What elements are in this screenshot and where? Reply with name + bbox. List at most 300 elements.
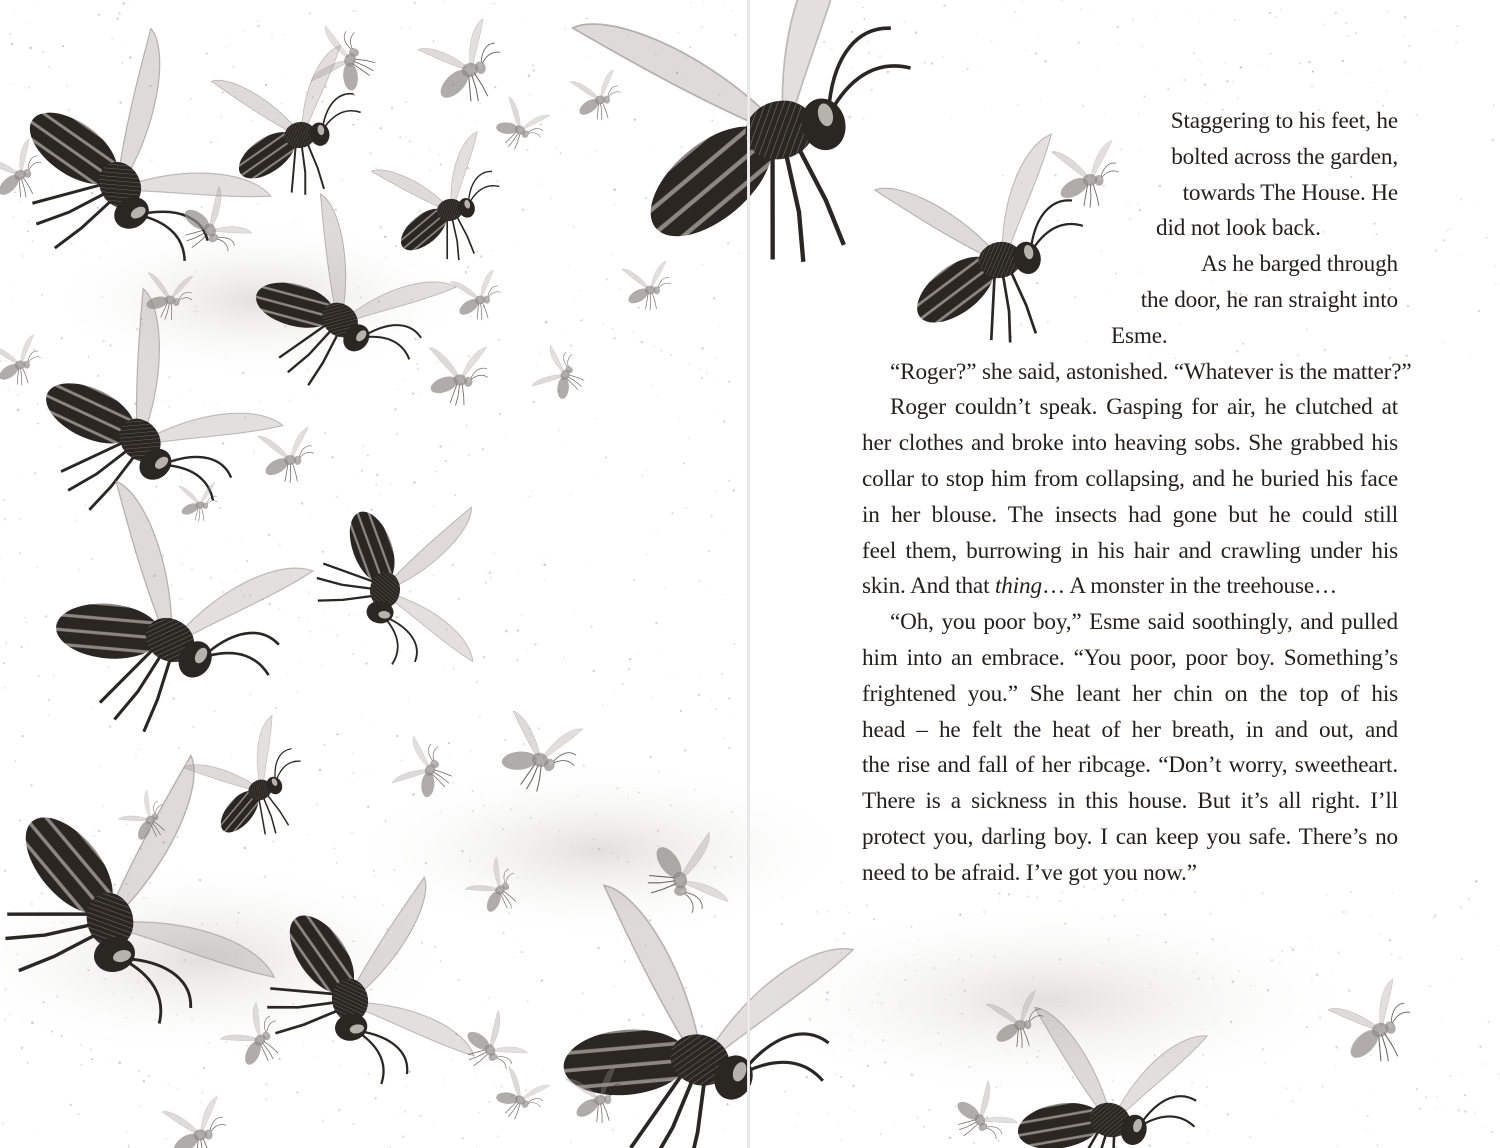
wasp <box>178 483 217 522</box>
speckle-dot <box>48 699 50 701</box>
speckle-dot <box>646 470 647 471</box>
speckle-dot <box>123 2 125 4</box>
speckle-dot <box>189 390 190 391</box>
speckle-dot <box>352 124 354 126</box>
wasp-leg <box>599 1103 604 1123</box>
text-line: “Oh, you poor boy,” Esme said soothingly, and pulled <box>890 609 1398 636</box>
speckle-dot <box>476 1078 477 1079</box>
speckle-dot <box>216 141 217 142</box>
speckle-dot <box>401 760 403 762</box>
speckle-dot <box>401 28 402 29</box>
speckle-dot <box>991 40 993 42</box>
wasp-wing <box>982 1105 1018 1137</box>
speckle-dot <box>871 89 873 91</box>
speckle-dot <box>724 737 726 739</box>
speckle-dot <box>244 847 246 849</box>
speckle-dot <box>1454 976 1455 977</box>
speckle-dot <box>915 31 917 33</box>
speckle-dot <box>75 520 77 522</box>
speckle-dot <box>879 55 882 58</box>
speckle-dot <box>545 321 548 324</box>
speckle-dot <box>1025 50 1026 51</box>
wasp-antenna <box>267 748 300 777</box>
speckle-dot <box>42 51 44 53</box>
speckle-dot <box>523 743 525 745</box>
wasp-antenna <box>430 746 441 761</box>
wasp-leg <box>199 507 200 521</box>
speckle-dot <box>352 752 354 754</box>
speckle-dot <box>279 544 280 545</box>
speckle-dot <box>1416 114 1418 116</box>
wasp-antenna <box>298 446 312 457</box>
speckle-dot <box>201 1092 203 1094</box>
text-line: need to be afraid. I’ve got you now.” <box>862 859 1197 886</box>
speckle-dot <box>729 713 730 714</box>
speckle-dot <box>527 1000 528 1001</box>
speckle-dot <box>402 1136 404 1138</box>
speckle-dot <box>265 1099 266 1100</box>
speckle-dot <box>701 675 702 676</box>
speckle-dot <box>1488 1021 1490 1023</box>
speckle-dot <box>423 531 424 532</box>
speckle-dot <box>60 446 61 447</box>
speckle-dot <box>1036 897 1037 898</box>
speckle-dot <box>399 651 400 652</box>
wasp-leg <box>19 368 24 386</box>
speckle-dot <box>28 220 30 222</box>
speckle-dot <box>719 377 720 378</box>
wasp-antenna <box>1144 1109 1195 1136</box>
speckle-dot <box>269 603 271 605</box>
speckle-dot <box>1299 63 1301 65</box>
wasp-antenna <box>987 1122 1002 1139</box>
speckle-dot <box>1297 66 1298 67</box>
speckle-dot <box>454 494 456 496</box>
wasp-antenna <box>471 374 488 380</box>
speckle-dot <box>45 615 47 617</box>
speckle-dot <box>698 694 700 696</box>
speckle-dot <box>997 1140 999 1142</box>
speckle-dot <box>1198 23 1199 24</box>
speckle-dot <box>654 345 656 347</box>
speckle-dot <box>352 772 354 774</box>
speckle-dot <box>1235 19 1237 21</box>
speckle-dot <box>976 33 977 34</box>
speckle-dot <box>141 654 143 656</box>
speckle-dot <box>110 1058 111 1059</box>
speckle-dot <box>1258 64 1259 65</box>
speckle-dot <box>66 84 68 86</box>
speckle-dot <box>194 816 195 817</box>
speckle-dot <box>1310 937 1311 938</box>
page-text <box>862 104 1412 892</box>
speckle-dot <box>602 323 604 325</box>
speckle-dot <box>541 979 543 981</box>
speckle-dot <box>91 558 93 560</box>
text-line: him into an embrace. “You poor, poor boy. Something’s <box>862 644 1398 671</box>
speckle-dot <box>851 67 852 68</box>
speckle-dot <box>222 442 224 444</box>
speckle-dot <box>371 123 372 124</box>
speckle-dot <box>529 95 530 96</box>
speckle-dot <box>167 683 168 684</box>
wasp-leg <box>288 463 292 483</box>
speckle-dot <box>3 578 4 579</box>
speckle-dot <box>1420 65 1421 66</box>
speckle-dot <box>14 9 15 10</box>
speckle-dot <box>4 869 7 872</box>
text-line: bolted across the garden, <box>1171 143 1398 170</box>
speckle-dot <box>1491 1131 1493 1133</box>
speckle-dot <box>500 1066 501 1067</box>
wasp <box>0 334 45 389</box>
speckle-dot <box>738 252 740 254</box>
speckle-dot <box>419 1115 421 1117</box>
speckle-dot <box>125 1131 127 1133</box>
speckle-dot <box>1323 24 1325 26</box>
speckle-dot <box>504 739 506 741</box>
speckle-dot <box>108 666 110 668</box>
speckle-dot <box>1337 1145 1338 1146</box>
text-line: her clothes and broke into heaving sobs. She grabbed his <box>862 430 1398 457</box>
speckle-dot <box>597 947 599 949</box>
speckle-dot <box>376 474 378 476</box>
speckle-dot <box>521 615 522 616</box>
speckle-dot <box>1080 8 1081 9</box>
speckle-dot <box>1211 10 1212 11</box>
speckle-dot <box>1439 1057 1440 1058</box>
speckle-dot <box>26 622 27 623</box>
speckle-dot <box>1206 1105 1208 1107</box>
speckle-dot <box>396 616 399 619</box>
speckle-dot <box>1232 81 1233 82</box>
speckle-dot <box>725 594 726 595</box>
speckle-dot <box>322 101 324 103</box>
speckle-dot <box>443 1079 444 1080</box>
speckle-dot <box>595 151 596 152</box>
speckle-dot <box>369 152 371 154</box>
wasp-antenna <box>26 351 39 362</box>
speckle-dot <box>129 56 132 59</box>
text-run: skin. And that <box>862 573 996 600</box>
speckle-dot <box>88 356 90 358</box>
speckle-dot <box>1197 58 1199 60</box>
speckle-dot <box>152 813 153 814</box>
speckle-dot <box>275 707 277 709</box>
speckle-dot <box>498 338 500 340</box>
speckle-dot <box>564 29 566 31</box>
speckle-dot <box>1342 60 1344 62</box>
speckle-dot <box>91 1058 93 1060</box>
speckle-dot <box>633 579 635 581</box>
speckle-dot <box>1022 1 1023 2</box>
speckle-dot <box>77 1113 79 1115</box>
speckle-dot <box>525 1089 527 1091</box>
speckle-dot <box>48 66 49 67</box>
speckle-dot <box>1206 95 1207 96</box>
wasp-wing <box>147 367 282 498</box>
speckle-dot <box>605 457 607 459</box>
speckle-dot <box>60 817 62 819</box>
speckle-dot <box>93 835 95 837</box>
speckle-dot <box>840 1076 842 1078</box>
speckle-dot <box>658 34 659 35</box>
speckle-dot <box>499 413 501 415</box>
wasp-antenna <box>486 286 499 297</box>
speckle-dot <box>1416 1088 1418 1090</box>
speckle-dot <box>612 1129 614 1131</box>
speckle-dot <box>1387 10 1388 11</box>
speckle-dot <box>37 403 38 404</box>
speckle-dot <box>204 404 205 405</box>
speckle-dot <box>827 911 829 913</box>
speckle-dot <box>1138 55 1139 56</box>
speckle-dot <box>38 675 40 677</box>
wasp <box>621 261 673 313</box>
speckle-dot <box>612 328 613 329</box>
text-run: … A monster in the treehouse… <box>1041 573 1338 600</box>
speckle-dot <box>111 38 113 40</box>
speckle-dot <box>717 981 718 982</box>
speckle-dot <box>1285 1087 1287 1089</box>
speckle-dot <box>1486 237 1487 238</box>
speckle-dot <box>1163 1105 1165 1107</box>
speckle-dot <box>351 782 352 783</box>
speckle-dot <box>440 164 442 166</box>
speckle-dot <box>579 1008 580 1009</box>
speckle-dot <box>1335 12 1337 14</box>
speckle-dot <box>177 520 178 521</box>
speckle-dot <box>582 992 584 994</box>
speckle-dot <box>103 806 104 807</box>
paragraph <box>862 247 1398 354</box>
speckle-dot <box>575 300 576 301</box>
speckle-dot <box>222 91 224 93</box>
speckle-dot <box>404 1111 406 1113</box>
speckle-dot <box>645 197 647 199</box>
speckle-dot <box>517 629 519 631</box>
speckle-dot <box>728 747 730 749</box>
speckle-dot <box>436 362 438 364</box>
text-line: Esme. <box>1111 322 1168 349</box>
speckle-dot <box>124 42 125 43</box>
speckle-dot <box>210 141 212 143</box>
speckle-dot <box>476 681 478 683</box>
speckle-dot <box>1404 35 1406 37</box>
speckle-dot <box>197 1098 198 1099</box>
speckle-dot <box>618 941 619 942</box>
speckle-dot <box>828 1113 829 1114</box>
speckle-dot <box>327 630 328 631</box>
speckle-dot <box>1013 18 1014 19</box>
speckle-dot <box>462 1137 464 1139</box>
speckle-dot <box>532 64 535 67</box>
speckle-dot <box>268 534 270 536</box>
wasp-wing <box>178 486 199 504</box>
speckle-dot <box>352 1123 354 1125</box>
speckle-dot <box>1335 1064 1336 1065</box>
speckle-dot <box>923 61 925 63</box>
wasp-leg <box>306 139 324 191</box>
speckle-dot <box>1482 1127 1483 1128</box>
speckle-dot <box>1436 30 1437 31</box>
speckle-dot <box>109 725 111 727</box>
speckle-dot <box>711 699 712 700</box>
wasp-leg <box>460 383 466 405</box>
speckle-dot <box>156 486 158 488</box>
text-line: in her blouse. The insects had gone but he could still <box>862 501 1398 528</box>
speckle-dot <box>176 836 178 838</box>
speckle-dot <box>564 657 565 658</box>
speckle-dot <box>585 57 586 58</box>
speckle-dot <box>244 31 245 32</box>
speckle-dot <box>251 119 253 121</box>
speckle-dot <box>1208 905 1209 906</box>
speckle-dot <box>529 496 530 497</box>
speckle-dot <box>97 207 99 209</box>
speckle-dot <box>488 998 489 999</box>
speckle-dot <box>521 951 524 954</box>
speckle-dot <box>1345 22 1347 24</box>
speckle-dot <box>1183 79 1185 81</box>
speckle-dot <box>147 605 148 606</box>
wasp-wing <box>435 131 494 206</box>
speckle-dot <box>1117 26 1119 28</box>
speckle-dot <box>116 17 118 19</box>
speckle-dot <box>222 591 224 593</box>
speckle-dot <box>232 66 234 68</box>
speckle-dot <box>285 78 286 79</box>
speckle-dot <box>396 433 398 435</box>
speckle-dot <box>287 672 288 673</box>
speckle-dot <box>482 448 484 450</box>
speckle-dot <box>21 646 23 648</box>
speckle-dot <box>2 1122 4 1124</box>
speckle-dot <box>541 564 542 565</box>
speckle-dot <box>351 114 352 115</box>
speckle-dot <box>372 1098 373 1099</box>
speckle-dot <box>27 230 29 232</box>
speckle-dot <box>179 396 180 397</box>
speckle-dot <box>188 113 189 114</box>
speckle-dot <box>526 149 529 152</box>
wasp-antenna <box>28 356 41 362</box>
speckle-dot <box>280 766 282 768</box>
wasp <box>310 494 486 671</box>
speckle-dot <box>798 1112 799 1113</box>
speckle-dot <box>1495 266 1496 267</box>
speckle-dot <box>1475 880 1477 882</box>
wasp-leg <box>1384 1031 1398 1058</box>
speckle-dot <box>514 244 515 245</box>
speckle-dot <box>130 858 131 859</box>
wasp <box>528 343 593 408</box>
speckle-dot <box>868 52 870 54</box>
speckle-dot <box>1112 1099 1114 1101</box>
speckle-dot <box>683 462 685 464</box>
speckle-dot <box>1144 95 1146 97</box>
speckle-dot <box>165 1139 166 1140</box>
speckle-dot <box>97 375 99 377</box>
speckle-dot <box>91 707 93 709</box>
speckle-dot <box>1371 82 1372 83</box>
speckle-dot <box>538 644 539 645</box>
speckle-dot <box>1224 63 1225 64</box>
speckle-dot <box>848 912 849 913</box>
speckle-dot <box>369 727 370 728</box>
wasp-wing <box>457 19 498 68</box>
text-line <box>862 569 1398 605</box>
speckle-dot <box>273 841 275 843</box>
speckle-dot <box>855 1111 856 1112</box>
speckle-dot <box>565 444 566 445</box>
speckle-dot <box>862 7 863 8</box>
speckle-dot <box>1345 911 1346 912</box>
speckle-dot <box>1019 20 1020 21</box>
speckle-dot <box>713 297 715 299</box>
wasp-leg <box>353 55 375 66</box>
speckle-dot <box>452 564 454 566</box>
speckle-dot <box>322 665 323 666</box>
speckle-dot <box>91 192 93 194</box>
speckle-dot <box>324 432 326 434</box>
speckle-dot <box>588 57 589 58</box>
speckle-dot <box>1141 45 1143 47</box>
speckle-dot <box>831 48 832 49</box>
speckle-dot <box>1460 906 1462 908</box>
speckle-dot <box>308 591 310 593</box>
speckle-dot <box>1327 894 1328 895</box>
speckle-dot <box>206 52 208 54</box>
speckle-dot <box>99 766 100 767</box>
speckle-dot <box>423 650 424 651</box>
speckle-dot <box>180 474 182 476</box>
speckle-dot <box>61 337 63 339</box>
speckle-dot <box>596 418 597 419</box>
speckle-dot <box>53 674 55 676</box>
speckle-dot <box>628 668 630 670</box>
speckle-dot <box>231 754 232 755</box>
speckle-dot <box>613 337 615 339</box>
speckle-dot <box>573 226 574 227</box>
speckle-dot <box>361 470 363 472</box>
speckle-dot <box>453 668 454 669</box>
speckle-dot <box>1460 199 1462 201</box>
speckle-dot <box>931 62 933 64</box>
speckle-dot <box>658 182 659 183</box>
speckle-dot <box>406 136 407 137</box>
speckle-dot <box>9 281 10 282</box>
speckle-dot <box>1379 933 1380 934</box>
speckle-dot <box>702 1 703 2</box>
wasp-leg <box>599 103 604 121</box>
speckle-dot <box>505 630 507 632</box>
speckle-dot <box>33 348 36 351</box>
speckle-dot <box>139 1105 140 1106</box>
speckle-dot <box>1442 342 1444 344</box>
speckle-dot <box>1446 230 1447 231</box>
speckle-dot <box>370 509 372 511</box>
speckle-dot <box>225 1120 226 1121</box>
speckle-dot <box>1366 1130 1367 1131</box>
wasp-antenna <box>480 51 501 64</box>
text-line: the door, he ran straight into <box>1140 286 1398 313</box>
speckle-dot <box>24 844 25 845</box>
speckle-dot <box>81 1064 83 1066</box>
wasp-wing <box>476 270 498 299</box>
wasp-leg <box>296 143 310 195</box>
speckle-dot <box>412 393 414 395</box>
